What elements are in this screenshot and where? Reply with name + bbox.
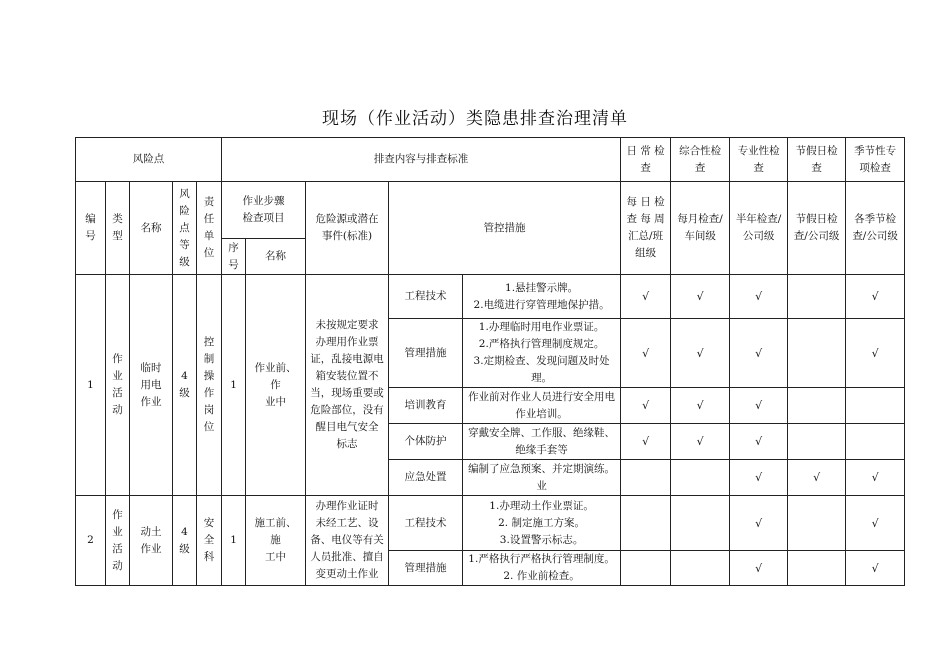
check-mark-3: √: [730, 460, 788, 496]
row-name: 临时 用电 作业: [130, 275, 173, 496]
row-step: 施工前、施 工中: [246, 496, 306, 586]
header-content-standard: 排查内容与排查标准: [222, 138, 621, 182]
row-seq: 1: [222, 275, 246, 496]
check-mark-2: [671, 551, 730, 586]
check-mark-4: [788, 496, 846, 551]
check-mark-5: √: [846, 460, 905, 496]
check-mark-4: [788, 275, 846, 319]
check-mark-4: √: [788, 460, 846, 496]
row-step: 作业前、作 业中: [246, 275, 306, 496]
header-check-level-1: 每 日 检 查 每 周 汇总/班 组级: [621, 182, 671, 275]
measure-detail: 1.办理临时用电作业票证。 2.严格执行管理制度规定。 3.定期检查、发现问题及时处理。: [463, 319, 621, 388]
header-check-type-3: 专业性检 查: [730, 138, 788, 182]
measure-category: 管理措施: [389, 319, 463, 388]
row-responsible-unit: 安 全 科: [197, 496, 222, 586]
measure-detail: 穿戴安全牌、工作服、绝缘鞋、 绝缘手套等: [463, 424, 621, 460]
check-mark-5: √: [846, 275, 905, 319]
table-row: [76, 275, 905, 319]
check-mark-3: √: [730, 275, 788, 319]
measure-category: 培训教育: [389, 388, 463, 424]
check-mark-2: √: [671, 388, 730, 424]
check-mark-5: √: [846, 551, 905, 586]
measure-category: 应急处置: [389, 460, 463, 496]
header-check-level-2: 每月检查/ 车间级: [671, 182, 730, 275]
header-hazard: 危险源或潜在 事件(标准): [306, 182, 389, 275]
header-check-type-2: 综合性检 查: [671, 138, 730, 182]
row-risk-level: 4 级: [173, 275, 197, 496]
measure-detail: 1.悬挂警示牌。 2.电缆进行穿管理地保护措。: [463, 275, 621, 319]
check-mark-3: √: [730, 551, 788, 586]
row-responsible-unit: 控 制 操 作 岗 位: [197, 275, 222, 496]
check-mark-5: [846, 424, 905, 460]
check-mark-1: [621, 496, 671, 551]
row-risk-level: 4 级: [173, 496, 197, 586]
measure-category: 个体防护: [389, 424, 463, 460]
measure-detail: 作业前对作业人员进行安全用电 作业培训。: [463, 388, 621, 424]
header-check-type-5: 季节性专 项检查: [846, 138, 905, 182]
header-control-measures: 管控措施: [389, 182, 621, 275]
measure-category: 工程技术: [389, 496, 463, 551]
check-mark-4: [788, 319, 846, 388]
check-mark-2: √: [671, 319, 730, 388]
measure-category: 管理措施: [389, 551, 463, 586]
check-mark-4: [788, 388, 846, 424]
row-type: 作 业 活 动: [106, 275, 130, 496]
check-mark-5: [846, 388, 905, 424]
check-mark-1: √: [621, 424, 671, 460]
header-check-level-3: 半年检查/ 公司级: [730, 182, 788, 275]
header-col-name: 名称: [130, 182, 173, 275]
check-mark-3: √: [730, 496, 788, 551]
measure-detail: 1.严格执行严格执行管理制度。 2. 作业前检查。: [463, 551, 621, 586]
check-mark-1: [621, 460, 671, 496]
row-number: 2: [76, 496, 106, 586]
check-mark-2: [671, 460, 730, 496]
table-row: [76, 496, 905, 551]
row-name: 动土 作业: [130, 496, 173, 586]
check-mark-3: √: [730, 424, 788, 460]
row-type: 作 业 活 动: [106, 496, 130, 586]
header-check-level-5: 各季节检 查/公司级: [846, 182, 905, 275]
header-col-unit: 责 任 单 位: [197, 182, 222, 275]
row-number: 1: [76, 275, 106, 496]
check-mark-3: √: [730, 319, 788, 388]
header-col-no: 编 号: [76, 182, 106, 275]
header-col-level: 风 险 点 等 级: [173, 182, 197, 275]
measure-category: 工程技术: [389, 275, 463, 319]
check-mark-2: √: [671, 275, 730, 319]
row-hazard: 未按规定要求 办理用作业票 证，乱接电源电 箱安装位置不 当，现场重要或 危险部位，没有 醒目电气安全 标志: [306, 275, 389, 496]
row-seq: 1: [222, 496, 246, 586]
header-col-type: 类 型: [106, 182, 130, 275]
check-mark-2: √: [671, 424, 730, 460]
check-mark-1: √: [621, 388, 671, 424]
hazard-checklist-table: [75, 137, 905, 586]
check-mark-3: √: [730, 388, 788, 424]
measure-detail: 编制了应急预案、并定期演练。 业: [463, 460, 621, 496]
header-check-type-1: 日 常 检 查: [621, 138, 671, 182]
header-step-name: 名称: [246, 239, 306, 275]
check-mark-1: √: [621, 275, 671, 319]
page-title: 现场（作业活动）类隐患排查治理清单: [322, 109, 628, 129]
check-mark-2: [671, 496, 730, 551]
check-mark-5: √: [846, 319, 905, 388]
check-mark-4: [788, 551, 846, 586]
check-mark-1: √: [621, 319, 671, 388]
measure-detail: 1.办理动土作业票证。 2. 制定施工方案。 3.设置警示标志。: [463, 496, 621, 551]
row-hazard: 办理作业证时 未经工艺、设 备、电仪等有关 人员批准、擅自 变更动土作业: [306, 496, 389, 586]
header-seq: 序 号: [222, 239, 246, 275]
header-check-type-4: 节假日检 查: [788, 138, 846, 182]
header-work-step: 作业步骤 检查项目: [222, 182, 306, 239]
header-check-level-4: 节假日检 查/公司级: [788, 182, 846, 275]
check-mark-4: [788, 424, 846, 460]
header-risk-point: 风险点: [76, 138, 222, 182]
check-mark-1: [621, 551, 671, 586]
check-mark-5: √: [846, 496, 905, 551]
